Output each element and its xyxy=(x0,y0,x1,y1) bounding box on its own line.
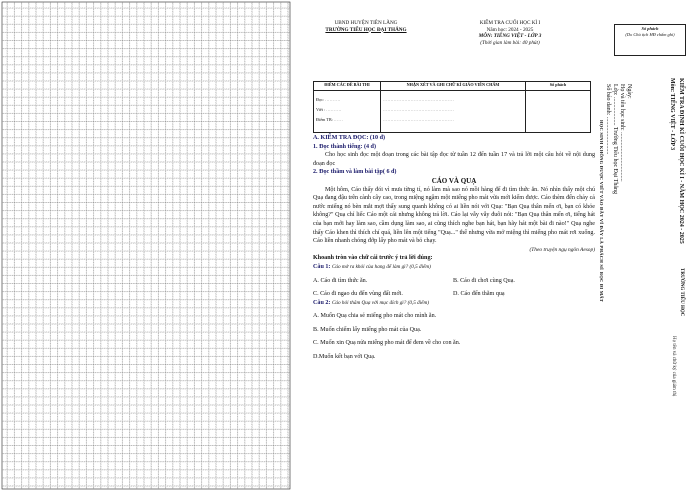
district-name: UBND HUYỆN TIÊN LÃNG xyxy=(334,20,398,26)
score-table xyxy=(313,81,591,133)
score-cell[interactable]: Đọc: .......... Viết : .......... Điểm TB: ...... xyxy=(314,91,381,133)
cut-line xyxy=(596,120,606,400)
code-col-header: Số phách xyxy=(526,82,591,91)
story-source: (Theo truyện ngụ ngôn Aesop) xyxy=(529,246,595,253)
section-2-title: 2. Đọc thầm và làm bài tập( 6 đ) xyxy=(313,169,397,176)
question-2 xyxy=(313,299,595,308)
q1-option-c[interactable]: C. Cáo đi ngao du đến vùng đất mới. xyxy=(313,291,403,298)
code-box-note: (Do Chủ tịch HĐ chấm ghi) xyxy=(625,31,675,37)
q2-option-a[interactable]: A. Muốn Quạ chia sẻ miếng pho mát cho mình ăn. xyxy=(313,313,437,320)
question-1 xyxy=(313,263,595,272)
comment-col-header: NHẬN XÉT VÀ GHI CHỮ KÍ GIÁO VIÊN CHẤM xyxy=(381,82,526,91)
time-line: (Thời gian làm bài: 40 phút) xyxy=(480,39,540,46)
story-title: CÁO VÀ QUẠ xyxy=(431,176,477,185)
candidate-number-field[interactable]: Số báo danh: ......................... xyxy=(605,84,611,155)
q2-option-c[interactable]: C. Muốn xin Quạ nửa miếng pho mát để đem về cho con ăn. xyxy=(313,340,461,347)
class-field[interactable]: Lớp: ................... Trường Tiểu học Đại Thắng xyxy=(612,84,618,194)
dotted-grid xyxy=(0,0,292,491)
writing-score-label: Viết : xyxy=(316,107,326,112)
panel-school-label: TRƯỜNG TIỂU HỌC xyxy=(679,268,684,317)
q2-option-b[interactable]: B. Muốn chiếm lấy miếng pho mát của Quạ. xyxy=(313,326,422,333)
proctor-signature-label: Họ tên và chữ ký của giám thị xyxy=(671,336,676,397)
avg-score-label: Điểm TB: xyxy=(316,117,333,122)
subject-line: MÔN: TIẾNG VIỆT - LỚP 3 xyxy=(478,33,542,39)
code-box-title: Số phách xyxy=(641,26,659,31)
cut-line-text: HỌC SINH KHÔNG ĐƯỢC VIẾT VÀO ĐÂY VÌ ĐÂY LÀ PHÁCH SẼ RỌC ĐI MẤT xyxy=(599,120,604,303)
score-col-header: ĐIỂM CÁC ĐỀ BÀI THI xyxy=(314,82,381,91)
reading-score-label: Đọc: xyxy=(316,97,325,102)
comment-cell[interactable]: .............................................. .............................................. .............................................. xyxy=(381,91,526,133)
student-info-panel xyxy=(605,18,692,486)
question-2-text: Cáo hỏi thăm Quạ với mục đích gì? (0,5 điểm) xyxy=(331,299,429,306)
code-cell xyxy=(526,91,591,133)
school-name: TRƯỜNG TIỂU HỌC ĐẠI THẮNG xyxy=(325,26,407,33)
q1-option-d[interactable]: D. Cáo đến thăm quạ xyxy=(453,291,505,298)
q2-option-d[interactable]: D.Muốn kết bạn với Quạ. xyxy=(313,354,376,361)
student-name-field[interactable]: Họ và tên học sinh: ................................. xyxy=(619,84,625,182)
exam-page xyxy=(305,18,595,486)
exam-title: KIỂM TRA CUỐI HỌC KÌ I xyxy=(479,20,541,26)
question-2-label: Câu 2: xyxy=(313,299,331,306)
school-header xyxy=(311,20,421,33)
section-1-text: Cho học sinh đọc một đoạn trong các bài tập đọc từ tuần 12 đến tuần 17 và trả lời một câu hỏi về nội dung đoạn đọc xyxy=(313,152,595,167)
panel-subject: Môn: TIẾNG VIỆT - LỚP 3 xyxy=(669,78,675,151)
q1-option-a[interactable]: A. Cáo đi tìm thức ăn. xyxy=(313,277,368,284)
section-1-title: 1. Đọc thành tiếng: (4 đ) xyxy=(313,143,376,150)
school-year: Năm học: 2024 - 2025 xyxy=(486,26,534,33)
story-text: Một hôm, Cáo thấy đói vì mưa từng tí, nó làm mà sao nó mồi hàng để đi tìm thức ăn. Nó nhìn thấy một chú Quạ đang đậu trên cành cây cao, trong miệng ngậm một miếng pho mát vừa mới kiếm được. Cáo thèm đến chảy cả nước miếng nó bèn mắt mợt thấy sung quanh không có ai liền nói với Quạ: "Bạn Quạ thân mến ơi, bạn có khỏe không?" Quạ chỉ liếc Cáo một cái nhưng không trả lời. Cáo lại vẫy vẫy đuôi nói: "Bạn Quạ thân mến ơi, tiếng hát của bạn mới hay làm sao, cầm dụng làm sao, ai cũng thích nghe bạn hát, bạn hãy hát một bài đi nào!" Quạ nghe thấy Cáo khen thì thích chí quá, liền lên một tiếng "Quạ..." thế nhưng vừa mở miệng thì miếng pho mát rơi xuống. Cáo liền nhanh chóng đớp lấy pho mát và bỏ chạy. xyxy=(313,186,595,245)
q1-option-b[interactable]: B. Cáo đi chơi cùng Quạ. xyxy=(453,277,515,284)
instruction: Khoanh tròn vào chữ cái trước ý trả lời đúng: xyxy=(313,255,433,262)
section-a-title: A. KIỂM TRA ĐỌC: (10 đ) xyxy=(313,135,385,141)
panel-title: KIỂM TRA ĐỊNH KÌ CUỐI HỌC KÌ I - NĂM HỌC 2024 - 2025 xyxy=(678,78,684,244)
q1-row-2 xyxy=(313,290,595,299)
date-field[interactable]: Ngày: xyxy=(626,84,632,99)
exam-body xyxy=(313,134,595,362)
question-1-label: Câu 1: xyxy=(313,263,331,270)
q1-row-1 xyxy=(313,277,595,286)
exam-header xyxy=(455,20,565,46)
code-box xyxy=(614,24,686,56)
question-1-text: Cáo mở ra khỏi của hang để làm gì? (0,5 điểm) xyxy=(331,263,431,270)
